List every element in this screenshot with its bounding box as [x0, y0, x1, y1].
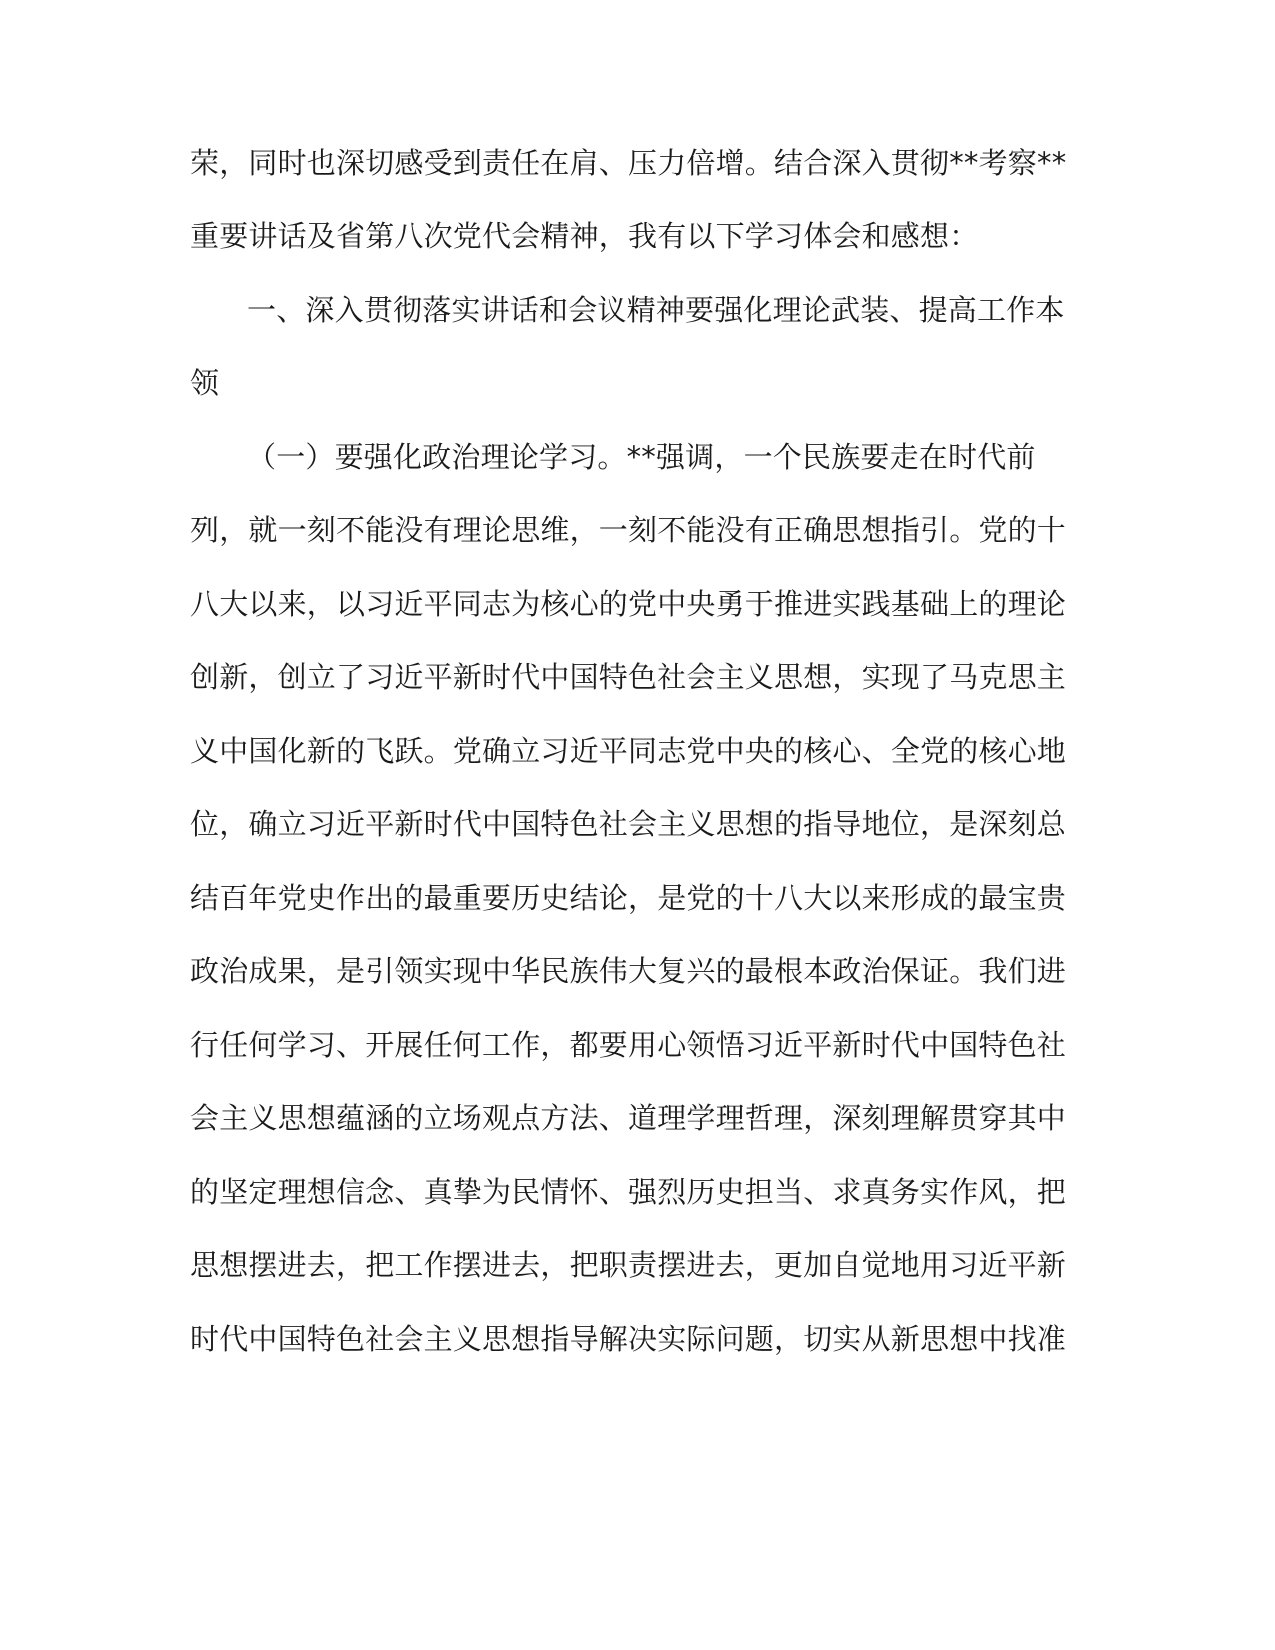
text-line: 列，就一刻不能没有理论思维，一刻不能没有正确思想指引。党的十 [190, 513, 1067, 547]
section-heading: 一、深入贯彻落实讲话和会议精神要强化理论武装、提高工作本 [247, 293, 1065, 327]
text-line: 重要讲话及省第八次党代会精神，我有以下学习体会和感想： [190, 219, 979, 253]
text-line: 行任何学习、开展任何工作，都要用心领悟习近平新时代中国特色社 [190, 1028, 1067, 1062]
text-line: 结百年党史作出的最重要历史结论，是党的十八大以来形成的最宝贵 [190, 881, 1067, 915]
subsection-paragraph-start: （一）要强化政治理论学习。**强调，一个民族要走在时代前 [247, 440, 1036, 474]
text-line: 会主义思想蕴涵的立场观点方法、道理学理哲理，深刻理解贯穿其中 [190, 1101, 1067, 1135]
text-line: 义中国化新的飞跃。党确立习近平同志党中央的核心、全党的核心地 [190, 734, 1067, 768]
text-line: 创新，创立了习近平新时代中国特色社会主义思想，实现了马克思主 [190, 660, 1067, 694]
text-line: 的坚定理想信念、真挚为民情怀、强烈历史担当、求真务实作风，把 [190, 1175, 1067, 1209]
text-line: 政治成果，是引领实现中华民族伟大复兴的最根本政治保证。我们进 [190, 954, 1067, 988]
text-line: 思想摆进去，把工作摆进去，把职责摆进去，更加自觉地用习近平新 [190, 1248, 1067, 1282]
text-line: 时代中国特色社会主义思想指导解决实际问题，切实从新思想中找准 [190, 1322, 1067, 1356]
section-heading-continuation: 领 [190, 366, 220, 400]
text-line: 荣，同时也深切感受到责任在肩、压力倍增。结合深入贯彻**考察** [190, 146, 1067, 180]
text-line: 位，确立习近平新时代中国特色社会主义思想的指导地位，是深刻总 [190, 807, 1067, 841]
text-line: 八大以来，以习近平同志为核心的党中央勇于推进实践基础上的理论 [190, 587, 1067, 621]
